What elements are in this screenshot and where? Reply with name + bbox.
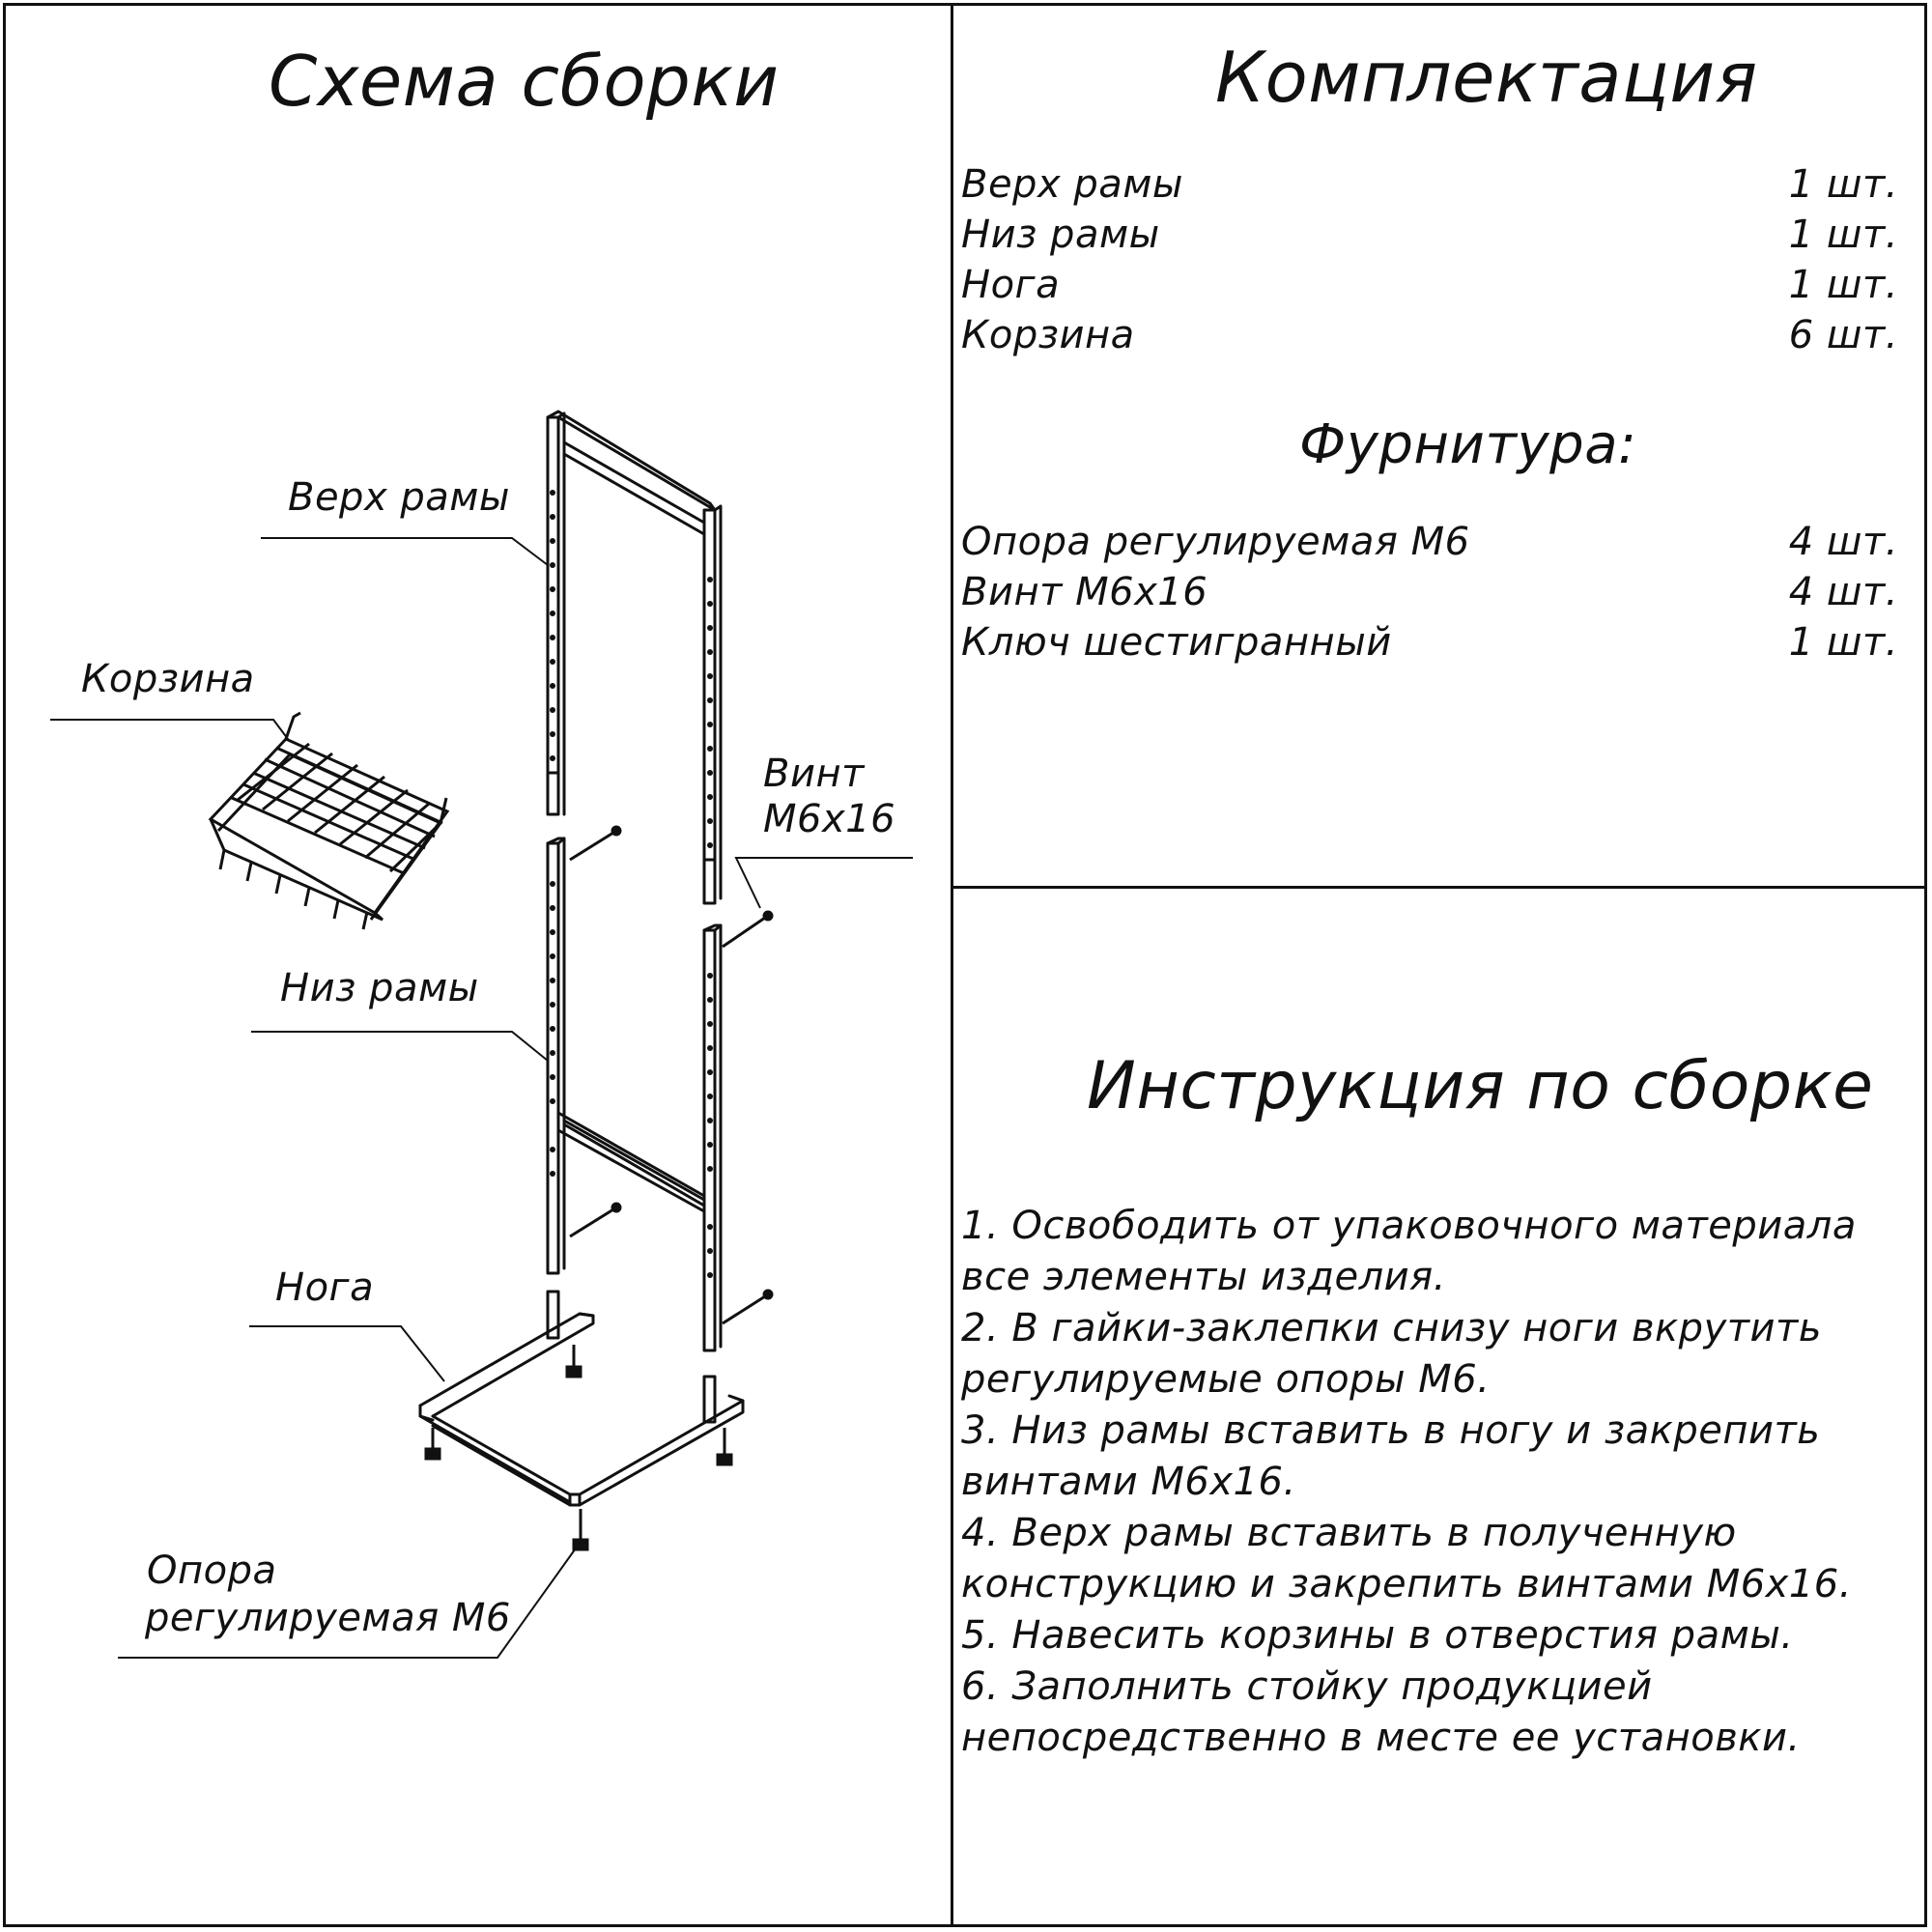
hardware-title: Фурнитура: xyxy=(1299,413,1637,476)
label-basket: Корзина xyxy=(81,657,255,701)
label-screw-1: Винт xyxy=(763,752,865,796)
scheme-title: Схема сборки xyxy=(269,41,780,122)
kit-item-name: Нога xyxy=(961,263,1061,307)
kit-item-qty: 1 шт. xyxy=(1788,263,1898,307)
vertical-divider xyxy=(951,3,953,1927)
hardware-item-name: Винт М6х16 xyxy=(961,570,1208,614)
kit-item xyxy=(961,162,1898,213)
horizontal-divider xyxy=(951,886,1927,889)
hardware-item-qty: 4 шт. xyxy=(1788,520,1898,564)
label-screw-2: М6х16 xyxy=(763,797,896,841)
instruction-step: 5. Навесить корзины в отверстия рамы. xyxy=(961,1613,1794,1658)
kit-item xyxy=(961,313,1898,363)
instruction-step: 6. Заполнить стойку продукцией непосредственно в месте ее установки. xyxy=(961,1664,1801,1760)
top-frame-part xyxy=(548,412,721,903)
basket-part xyxy=(211,713,447,929)
hardware-item xyxy=(961,520,1898,570)
label-bottom-frame: Низ рамы xyxy=(280,966,479,1010)
label-leg: Нога xyxy=(275,1265,375,1310)
kit-item-name: Верх рамы xyxy=(961,162,1183,207)
instruction-step: 2. В гайки-заклепки снизу ноги вкрутить регулируемые опоры М6. xyxy=(961,1306,1822,1402)
kit-item xyxy=(961,213,1898,263)
hardware-item xyxy=(961,570,1898,620)
kit-title: Комплектация xyxy=(1215,37,1758,118)
hardware-item-name: Ключ шестигранный xyxy=(961,620,1392,665)
instruction-step: 4. Верх рамы вставить в полученную конструкцию и закрепить винтами М6х16. xyxy=(961,1511,1852,1606)
hardware-item xyxy=(961,620,1898,670)
leg-part xyxy=(420,1292,743,1505)
kit-item-name: Корзина xyxy=(961,313,1135,357)
hardware-item-qty: 4 шт. xyxy=(1788,570,1898,614)
hardware-item-qty: 1 шт. xyxy=(1788,620,1898,665)
kit-item-qty: 1 шт. xyxy=(1788,162,1898,207)
kit-item-qty: 6 шт. xyxy=(1788,313,1898,357)
label-top-frame: Верх рамы xyxy=(288,475,510,520)
label-support-1: Опора xyxy=(147,1548,277,1593)
screws xyxy=(570,827,772,1323)
instructions-title: Инструкция по сборке xyxy=(1087,1048,1874,1124)
instructions-list xyxy=(961,1201,1918,1764)
instruction-step: 3. Низ рамы вставить в ногу и закрепить винтами М6х16. xyxy=(961,1408,1821,1504)
kit-item-qty: 1 шт. xyxy=(1788,213,1898,257)
label-support-2: регулируемая М6 xyxy=(145,1596,511,1640)
kit-item xyxy=(961,263,1898,313)
leader-lines xyxy=(50,538,913,1658)
instruction-step: 1. Освободить от упаковочного материала все элементы изделия. xyxy=(961,1204,1857,1299)
bottom-frame-part xyxy=(548,838,721,1350)
kit-item-name: Низ рамы xyxy=(961,213,1160,257)
hardware-item-name: Опора регулируемая М6 xyxy=(961,520,1470,564)
